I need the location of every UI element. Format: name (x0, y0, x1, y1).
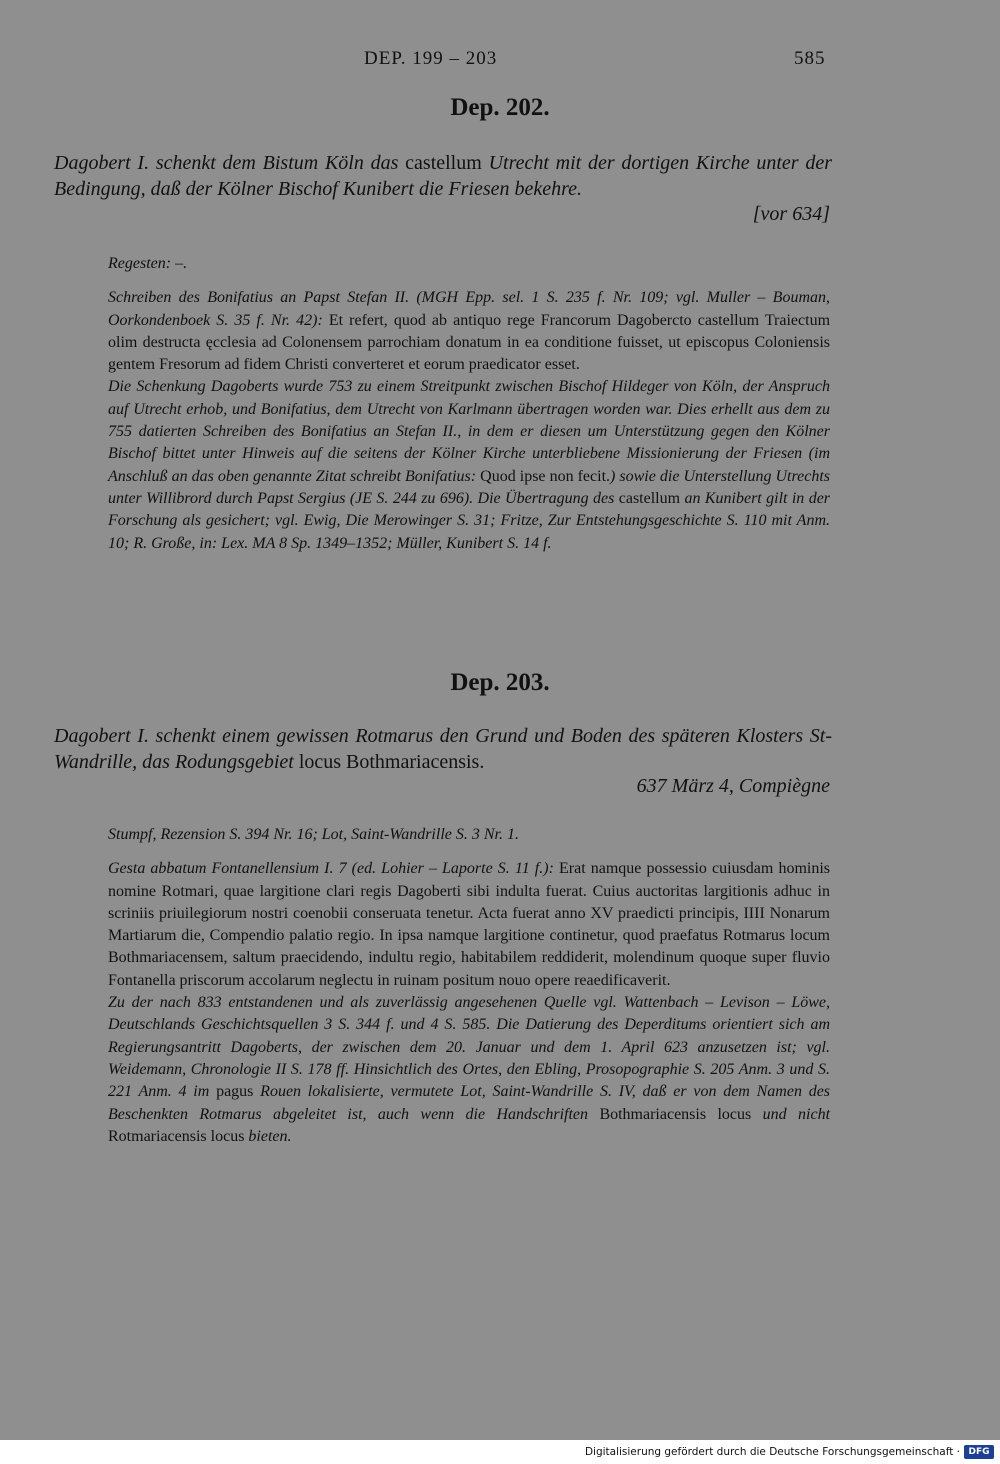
discussion-text: bieten. (248, 1127, 292, 1145)
source-quote-paragraph (108, 858, 830, 992)
running-head-title: DEP. 199 – 203 (364, 48, 498, 69)
summary-text: Dagobert I. schenkt dem Bistum Köln das (54, 152, 399, 174)
source-citation: Gesta abbatum Fontanellensium I. 7 (ed. Lohier – Laporte S. 11 f.): (108, 860, 554, 878)
regesten-line: Regesten: –. (108, 255, 188, 272)
latin-term: castellum (618, 489, 681, 507)
summary-text: Dagobert I. schenkt einem gewissen Rotmarus den Grund und Boden des späteren Klosters St-Wandrille, das Rodungsgebiet (54, 725, 832, 773)
source-citation: Schreiben des Bonifatius an Papst Stefan II. (MGH Epp. sel. 1 S. 235 f. Nr. 109; vgl. Muller – Bouman, Oorkondenboek S. 35 f. Nr. 42): (108, 289, 830, 329)
dep-203-date: 637 März 4, Compiègne (636, 775, 830, 797)
dep-202-summary (54, 150, 832, 202)
dep-203-commentary (108, 824, 830, 1148)
discussion-text: Zu der nach 833 entstandenen und als zuverlässig angesehenen Quelle vgl. Wattenbach – Levison – Löwe, Deutschlands Geschichtsquellen 3 S. 344 f. und 4 S. 585. Die Datierung des Deperditums orientiert sich am Regierungsantritt Dagoberts, der zwischen dem 20. Januar und dem 1. April 623 anzusetzen ist; vgl. Weidemann, Chronologie II S. 178 ff. Hinsichtlich des Ortes, den Ebling, Prosopographie S. 205 Anm. 3 und S. 221 Anm. 4 im (108, 994, 830, 1101)
source-quote-paragraph (108, 287, 830, 376)
dep-203-summary (54, 723, 832, 775)
discussion-text: an Kunibert gilt in der Forschung als gesichert; vgl. Ewig, Die Merowinger S. 31; Fritze, Zur Entstehungsgeschichte S. 110 mit Anm. 10; R. Große, in: Lex. MA 8 Sp. 1349–1352; Müller, Kunibert S. 14 f. (108, 489, 831, 552)
latin-quote: Erat namque possessio cuiusdam hominis nomine Rotmari, quae largitione clari regis Dagoberti sibi indulta fuerat. Cuius auctoritas largitionis adhuc in scriniis priuilegiorum nostri coenobii conseruata tenetur. Acta fuerat anno XV praedicti principis, IIII Nonarum Martiarum die, Compendio palatio regio. In ipsa namque largitione continetur, quod praefatus Rotmarus locum Bothmariacensem, saltum praecidendo, indultu regio, habitabilem reddiderit, molendinum quoque super fluvio Fontanella priscorum accolarum neglectu in ruinam positum nouo opere reaedificaverit. (108, 860, 830, 989)
dep-202-commentary (108, 253, 830, 555)
dep-202-date: [vor 634] (752, 203, 830, 225)
discussion-text: ) sowie die Unterstellung Utrechts unter Willibrord durch Papst Sergius (JE S. 244 zu 696). Die Übertragung des (108, 467, 831, 507)
references-line: Stumpf, Rezension S. 394 Nr. 16; Lot, Saint-Wandrille S. 3 Nr. 1. (108, 826, 519, 843)
dfg-logo-icon: DFG (964, 1445, 994, 1459)
funding-notice: Digitalisierung gefördert durch die Deutsche Forschungsgemeinschaft · (584, 1446, 960, 1458)
latin-term: pagus (216, 1083, 254, 1101)
discussion-text: und nicht (762, 1105, 831, 1123)
summary-text: Utrecht mit der dortigen Kirche unter der Bedingung, daß der Kölner Bischof Kunibert die Friesen bekehre. (54, 152, 833, 200)
page-number: 585 (794, 48, 826, 69)
discussion-paragraph (108, 992, 830, 1148)
latin-term: Rotmariacensis locus (108, 1127, 245, 1145)
summary-latin-term: locus Bothmariacensis. (298, 751, 485, 773)
dep-203-heading: Dep. 203. (450, 669, 550, 696)
latin-quote: Quod ipse non fecit. (480, 467, 611, 485)
discussion-text: Die Schenkung Dagoberts wurde 753 zu einem Streitpunkt zwischen Bischof Hildeger von Köln, der Anspruch auf Utrecht erhob, und Bonifatius, dem Utrecht von Karlmann übertragen worden war. Dies erhellt aus dem zu 755 datierten Schreiben des Bonifatius an Stefan II., in dem er diesen um Unterstützung gegen den Kölner Bischof bittet unter Hinweis auf die seitens der Kölner Kirche unterbliebene Missionierung der Friesen (im Anschluß an das oben genannte Zitat schreibt Bonifatius: (108, 378, 830, 485)
latin-term: Bothmariacensis locus (599, 1105, 752, 1123)
latin-quote: Et refert, quod ab antiquo rege Francorum Dagobercto castellum Traiectum olim destructa ęcclesia ad Colonensem parrochiam donatum in ea conditione fuisset, ut episcopus Coloniensis gentem Fresorum ad fidem Christi converteret et eorum praedicator esset. (108, 311, 831, 374)
summary-latin-term: castellum (405, 152, 482, 174)
footer-bar (0, 1440, 1000, 1464)
dep-202-heading: Dep. 202. (450, 94, 550, 121)
discussion-paragraph (108, 376, 830, 554)
discussion-text: Rouen lokalisierte, vermutete Lot, Saint-Wandrille S. IV, daß er von dem Namen des Beschenkten Rotmarus abgeleitet ist, auch wenn die Handschriften (108, 1083, 831, 1123)
